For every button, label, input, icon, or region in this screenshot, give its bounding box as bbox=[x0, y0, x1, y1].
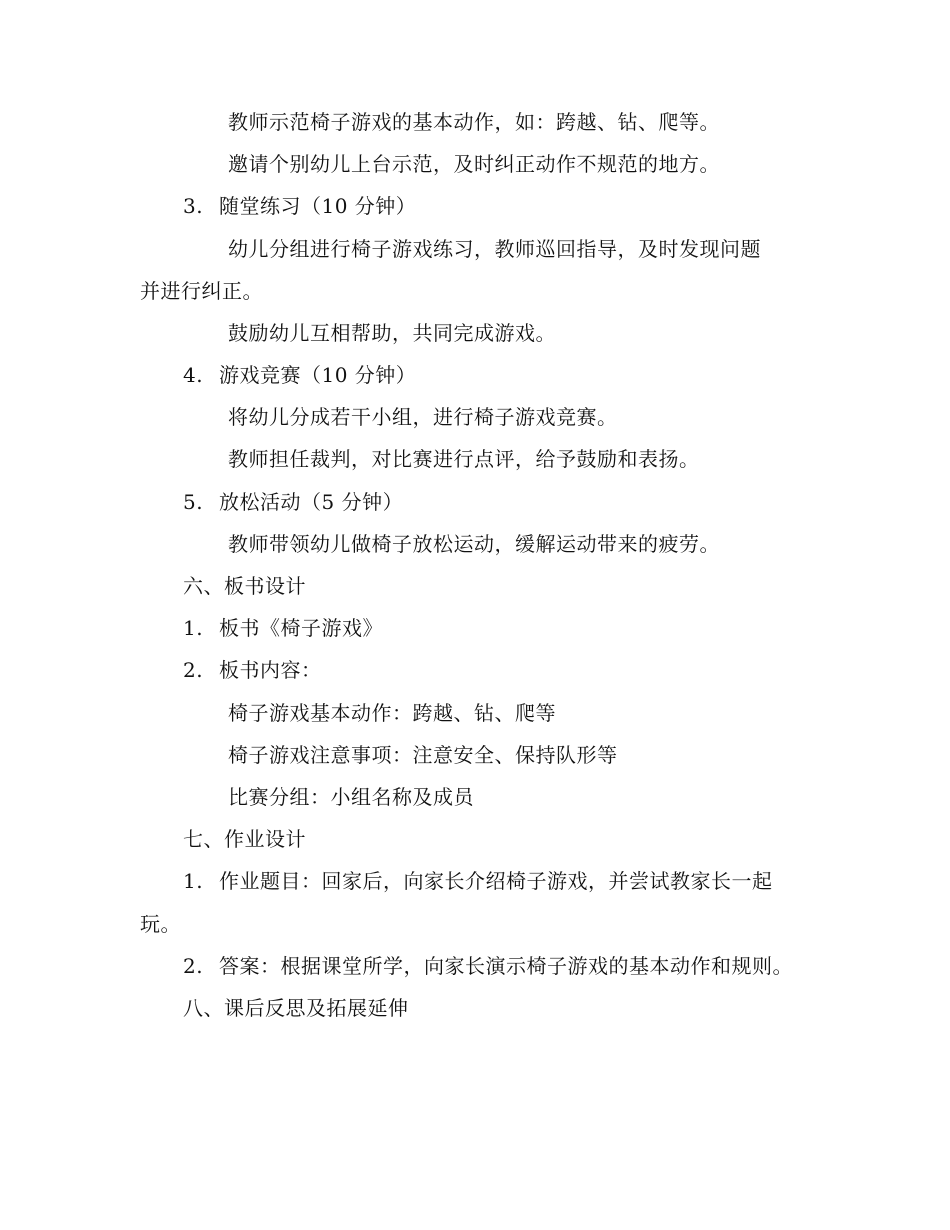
item-number: 5. bbox=[183, 490, 204, 514]
section-heading: 六、板书设计 bbox=[183, 574, 306, 598]
paragraph-line: 鼓励幼儿互相帮助，共同完成游戏。 bbox=[228, 321, 556, 345]
heading-text: 游戏竞赛（10 分钟） bbox=[219, 363, 417, 387]
paragraph-line: 教师带领幼儿做椅子放松运动，缓解运动带来的疲劳。 bbox=[228, 532, 720, 556]
paragraph-line: 椅子游戏基本动作：跨越、钻、爬等 bbox=[228, 701, 556, 725]
numbered-heading bbox=[183, 193, 416, 219]
paragraph-line: 将幼儿分成若干小组，进行椅子游戏竞赛。 bbox=[228, 405, 618, 429]
item-number: 2. bbox=[183, 954, 204, 978]
paragraph-line: 邀请个别幼儿上台示范，及时纠正动作不规范的地方。 bbox=[228, 152, 720, 176]
section-heading: 七、作业设计 bbox=[183, 827, 306, 851]
paragraph-line: 幼儿分组进行椅子游戏练习，教师巡回指导，及时发现问题 bbox=[228, 237, 761, 261]
numbered-item bbox=[183, 657, 322, 683]
numbered-item bbox=[183, 615, 383, 641]
item-text: 答案：根据课堂所学，向家长演示椅子游戏的基本动作和规则。 bbox=[219, 954, 793, 978]
paragraph-line: 椅子游戏注意事项：注意安全、保持队形等 bbox=[228, 743, 618, 767]
item-number: 2. bbox=[183, 658, 204, 682]
item-number: 1. bbox=[183, 616, 204, 640]
paragraph-line: 比赛分组：小组名称及成员 bbox=[228, 785, 474, 809]
paragraph-line: 并进行纠正。 bbox=[140, 279, 263, 303]
numbered-heading bbox=[183, 489, 403, 515]
item-number: 4. bbox=[183, 363, 204, 387]
item-text: 板书《椅子游戏》 bbox=[219, 616, 383, 640]
item-number: 1. bbox=[183, 869, 204, 893]
heading-text: 随堂练习（10 分钟） bbox=[219, 194, 417, 218]
numbered-item bbox=[183, 953, 793, 979]
paragraph-line: 教师示范椅子游戏的基本动作，如：跨越、钻、爬等。 bbox=[228, 110, 720, 134]
heading-text: 放松活动（5 分钟） bbox=[219, 490, 404, 514]
paragraph-line: 玩。 bbox=[140, 912, 181, 936]
numbered-heading bbox=[183, 362, 416, 388]
item-text: 板书内容： bbox=[219, 658, 322, 682]
paragraph-line: 教师担任裁判，对比赛进行点评，给予鼓励和表扬。 bbox=[228, 447, 700, 471]
item-number: 3. bbox=[183, 194, 204, 218]
item-text: 作业题目：回家后，向家长介绍椅子游戏，并尝试教家长一起 bbox=[219, 869, 773, 893]
numbered-item bbox=[183, 868, 773, 894]
section-heading: 八、课后反思及拓展延伸 bbox=[183, 996, 409, 1020]
